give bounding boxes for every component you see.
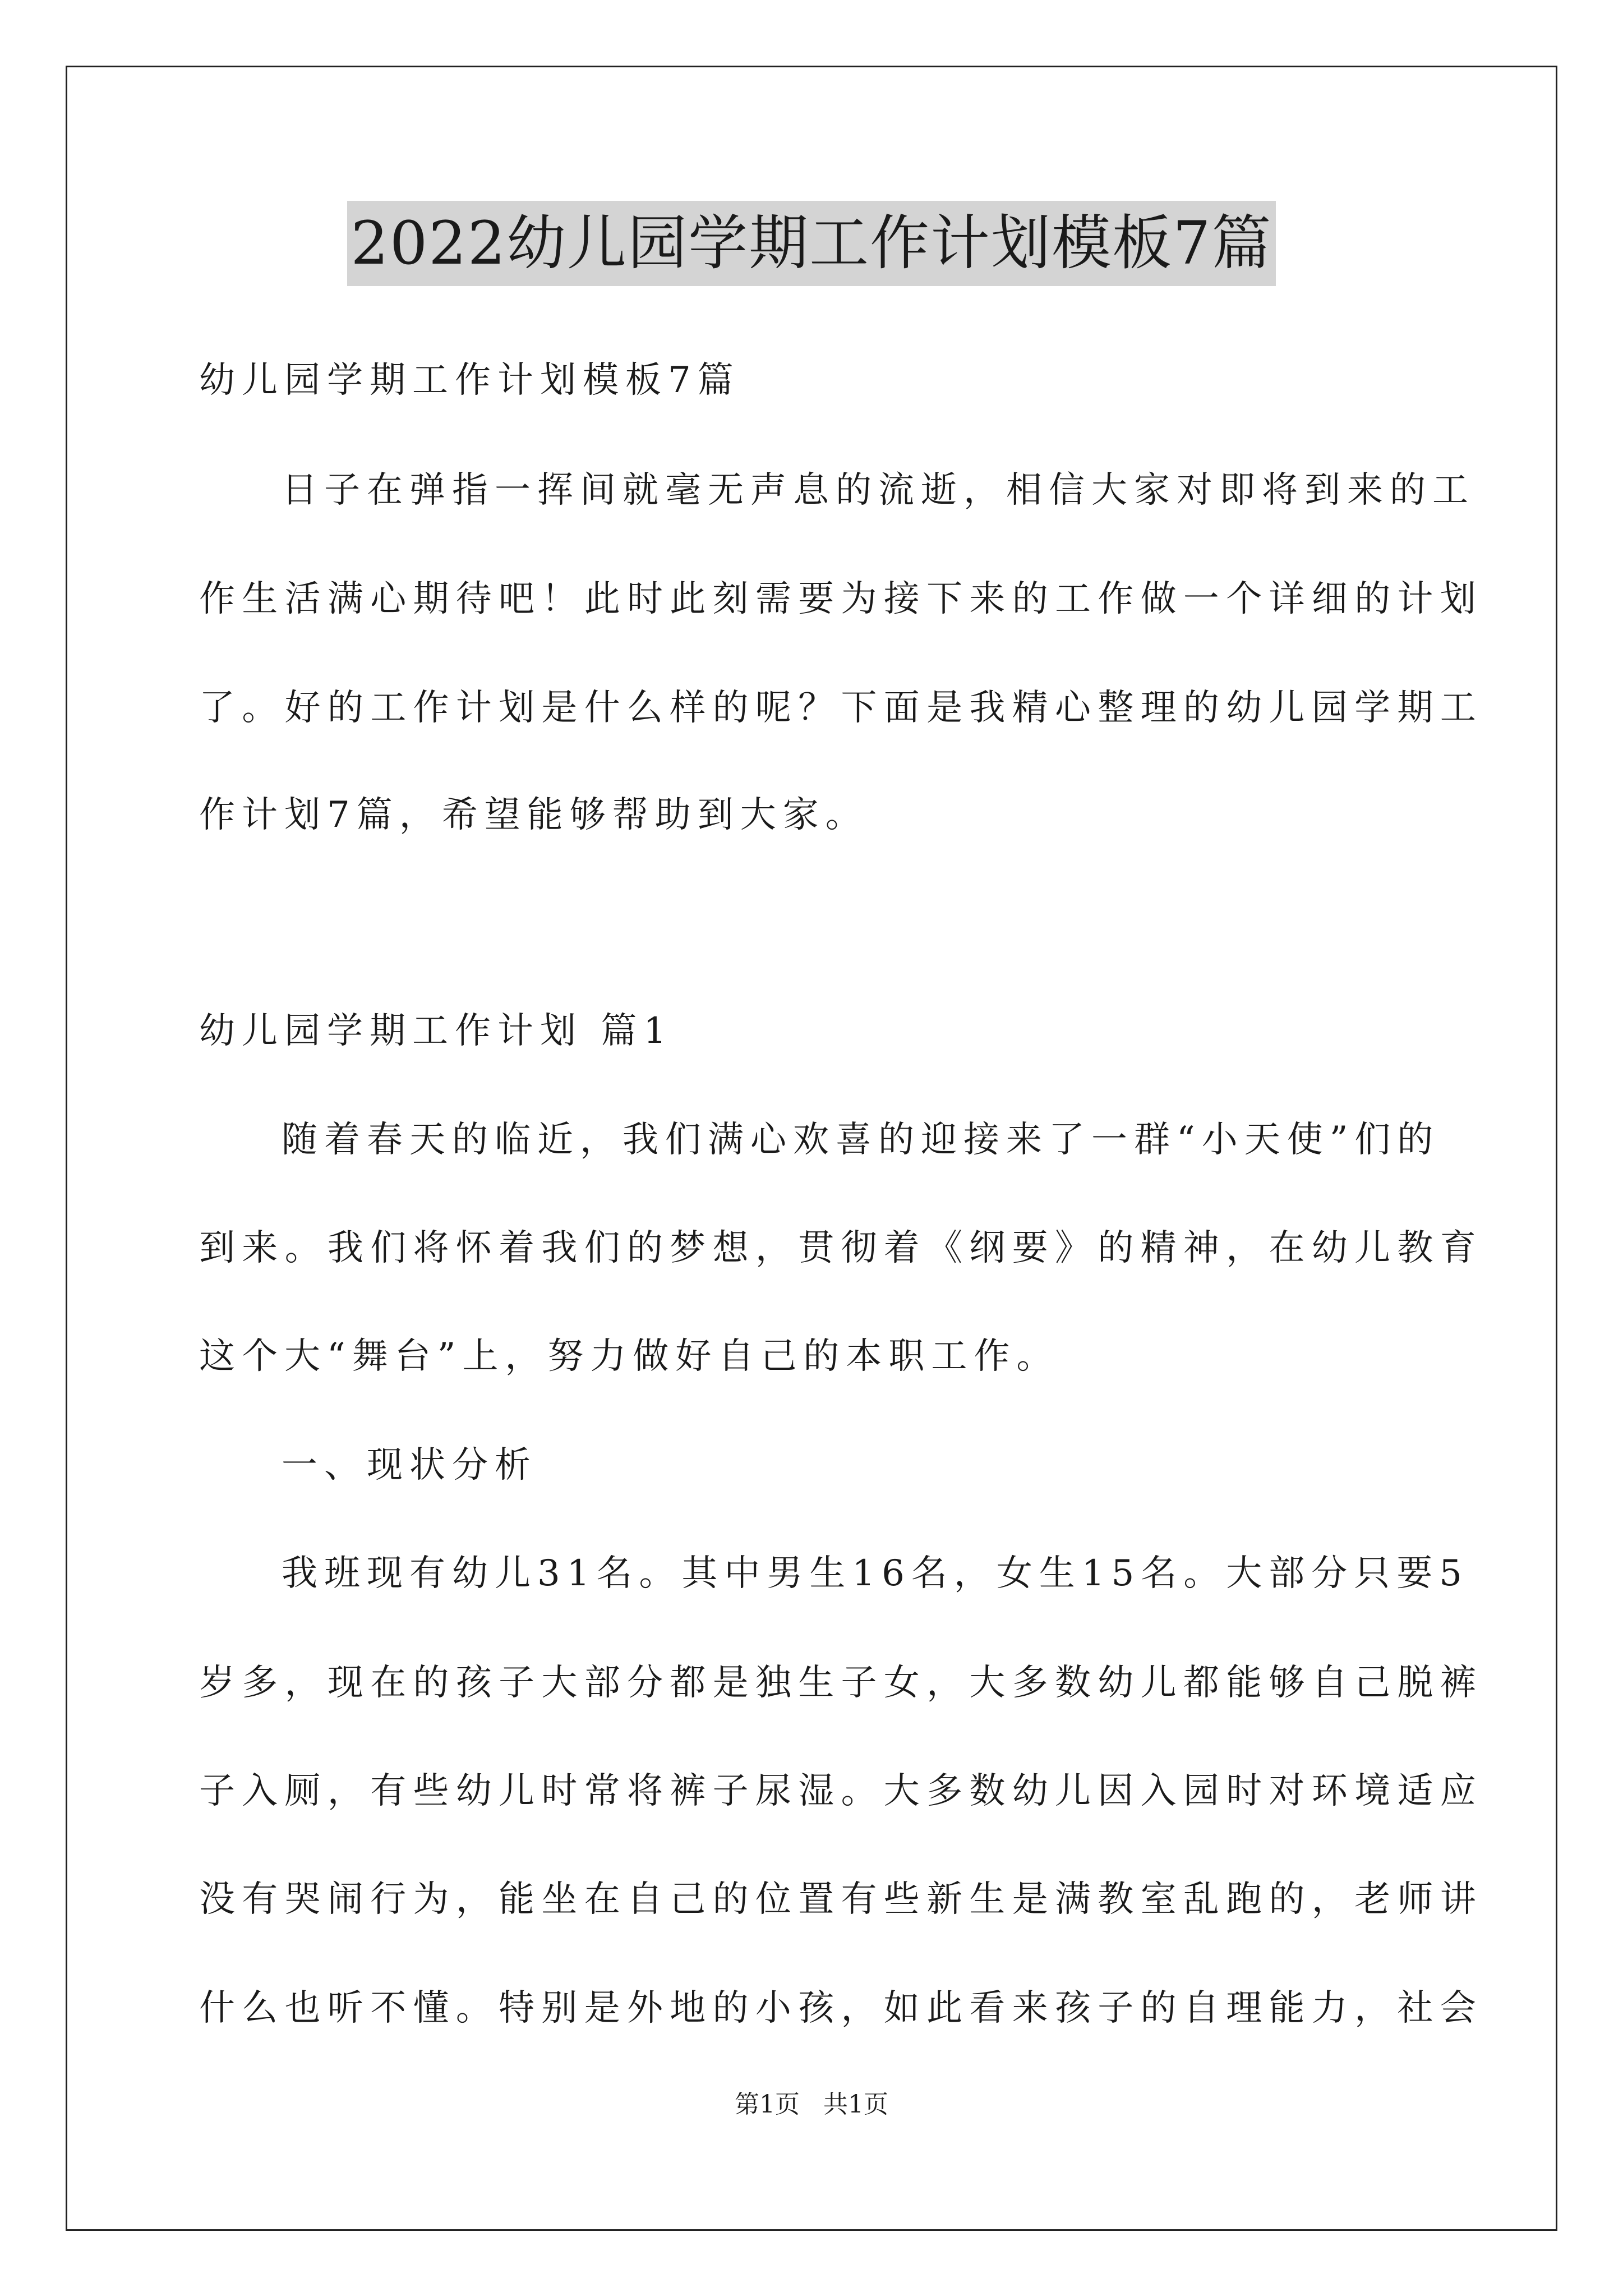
analysis-line: 岁多，现在的孩子大部分都是独生子女，大多数幼儿都能够自己脱裤 — [199, 1662, 1483, 1704]
section-intro-line: 到来。我们将怀着我们的梦想，贯彻着《纲要》的精神，在幼儿教育 — [199, 1227, 1483, 1269]
analysis-line: 我班现有幼儿31名。其中男生16名，女生15名。大部分只要5 — [282, 1553, 1469, 1594]
intro-line: 了。好的工作计划是什么样的呢？下面是我精心整理的幼儿园学期工 — [199, 687, 1483, 729]
subheading: 一、现状分析 — [282, 1444, 537, 1486]
title-container — [0, 201, 1623, 286]
intro-line: 作生活满心期待吧！此时此刻需要为接下来的工作做一个详细的计划 — [199, 578, 1483, 620]
analysis-line: 什么也听不懂。特别是外地的小孩，如此看来孩子的自理能力，社会 — [199, 1987, 1483, 2029]
intro-line: 日子在弹指一挥间就毫无声息的流逝，相信大家对即将到来的工 — [282, 470, 1475, 511]
section-intro-line: 这个大“舞台”上，努力做好自己的本职工作。 — [199, 1336, 1059, 1377]
document-title: 2022幼儿园学期工作计划模板7篇 — [347, 201, 1275, 286]
document-subtitle: 幼儿园学期工作计划模板7篇 — [199, 360, 740, 401]
section-intro-line: 随着春天的临近，我们满心欢喜的迎接来了一群“小天使”们的 — [282, 1119, 1440, 1161]
intro-line: 作计划7篇，希望能够帮助到大家。 — [199, 794, 868, 836]
analysis-line: 没有哭闹行为，能坐在自己的位置有些新生是满教室乱跑的，老师讲 — [199, 1879, 1483, 1920]
analysis-line: 子入厕，有些幼儿时常将裤子尿湿。大多数幼儿因入园时对环境适应 — [199, 1770, 1483, 1812]
page-footer: 第1页 共1页 — [735, 2090, 888, 2119]
section-heading: 幼儿园学期工作计划 篇1 — [199, 1010, 674, 1052]
